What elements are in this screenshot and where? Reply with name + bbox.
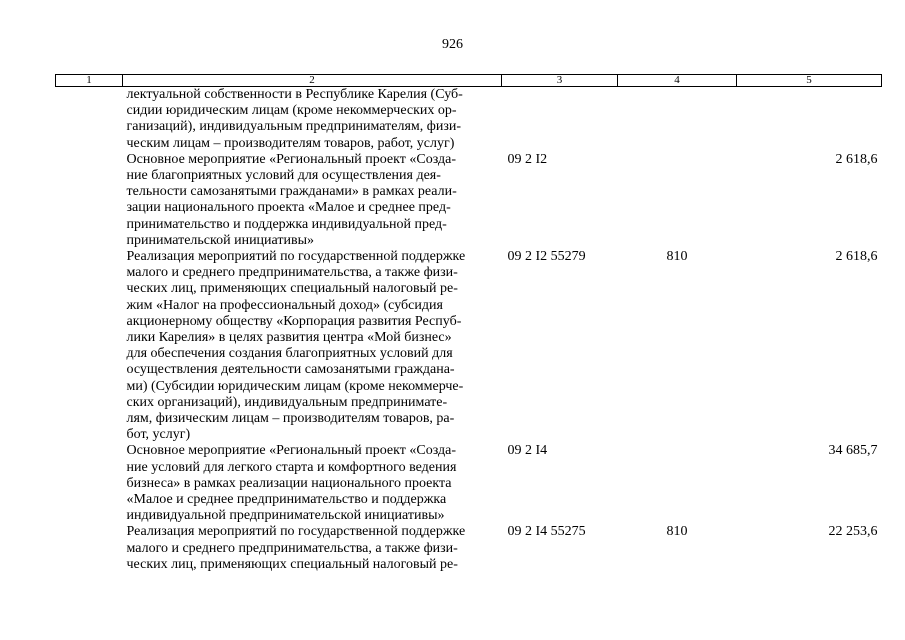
- description-line: бот, услуг): [126, 427, 191, 443]
- cell-number: [56, 443, 123, 524]
- table-header: [56, 75, 882, 87]
- description-line: сидии юридическим лицам (кроме некоммерческих ор-: [126, 103, 457, 119]
- page-number: 926: [442, 37, 463, 52]
- cell-code: 09 2 I4 55275: [507, 524, 586, 540]
- cell-number: [56, 249, 123, 443]
- description-line: малого и среднего предпринимательства, а также физи-: [126, 265, 458, 281]
- table-row: [56, 249, 882, 443]
- table-row: [56, 524, 882, 573]
- cell-type: [618, 152, 737, 249]
- table-body: [56, 87, 882, 574]
- description-line: жим «Налог на профессиональный доход» (субсидия: [126, 297, 443, 313]
- table-row: [56, 152, 882, 249]
- description-line: ганизаций), индивидуальным предпринимателям, физи-: [126, 119, 462, 135]
- cell-type: 810: [666, 524, 688, 540]
- cell-number: [56, 152, 123, 249]
- cell-code: 09 2 I2: [507, 151, 548, 167]
- description-line: ние благоприятных условий для осуществления дея-: [126, 168, 441, 184]
- description-line: тельности самозанятыми гражданами» в рамках реали-: [126, 184, 457, 200]
- description-line: лики Карелия» в целях развития центра «Мой бизнес»: [126, 330, 452, 346]
- description-line: лектуальной собственности в Республике Карелия (Суб-: [126, 87, 463, 102]
- description-line: «Малое и среднее предпринимательство и поддержка: [126, 492, 447, 508]
- cell-description: [123, 524, 502, 573]
- table-row: [56, 87, 882, 152]
- description-line: ческих лиц, применяющих специальный налоговый ре-: [126, 281, 458, 297]
- cell-amount: 2 618,6: [835, 249, 878, 265]
- description-line: ских организаций), индивидуальным предпринимате-: [126, 394, 448, 410]
- description-line: ческих лиц, применяющих специальный налоговый ре-: [126, 556, 458, 572]
- description-line: зации национального проекта «Малое и среднее пред-: [126, 200, 451, 216]
- cell-type: 810: [666, 249, 688, 265]
- budget-table: [55, 74, 882, 573]
- description-line: осуществления деятельности самозанятыми граждана-: [126, 362, 455, 378]
- description-line: акционерному обществу «Корпорация развития Респуб-: [126, 313, 462, 329]
- description-line: бизнеса» в рамках реализации национального проекта: [126, 475, 452, 491]
- header-col-3: 3: [502, 75, 618, 87]
- cell-number: [56, 524, 123, 573]
- cell-code: 09 2 I4: [507, 443, 548, 459]
- cell-code: 09 2 I2 55279: [507, 249, 586, 265]
- description-line: ческим лицам – производителям товаров, работ, услуг): [126, 135, 455, 151]
- table-row: [56, 443, 882, 524]
- cell-type: [618, 443, 737, 524]
- cell-amount: 2 618,6: [835, 151, 878, 167]
- cell-description: [123, 443, 502, 524]
- cell-type: [618, 87, 737, 152]
- description-line: индивидуальной предпринимательской инициативы»: [126, 508, 445, 524]
- description-line: для обеспечения создания благоприятных условий для: [126, 346, 453, 362]
- cell-amount: 34 685,7: [828, 443, 878, 459]
- description-line: малого и среднего предпринимательства, а также физи-: [126, 540, 458, 556]
- header-row: [56, 75, 882, 87]
- header-col-4: 4: [618, 75, 737, 87]
- cell-amount: [737, 87, 882, 152]
- cell-description: [123, 152, 502, 249]
- description-line: Реализация мероприятий по государственной поддержке: [126, 524, 466, 540]
- description-line: ние условий для легкого старта и комфортного ведения: [126, 459, 457, 475]
- cell-code: [502, 87, 618, 152]
- header-col-2: 2: [123, 75, 502, 87]
- cell-amount: 22 253,6: [828, 524, 878, 540]
- header-col-1: 1: [56, 75, 123, 87]
- header-col-5: 5: [737, 75, 882, 87]
- description-line: Основное мероприятие «Региональный проект «Созда-: [126, 151, 456, 167]
- description-line: Основное мероприятие «Региональный проект «Созда-: [126, 443, 456, 459]
- description-line: принимательской инициативы»: [126, 232, 315, 248]
- description-line: лям, физическим лицам – производителям товаров, ра-: [126, 411, 455, 427]
- description-line: ми) (Субсидии юридическим лицам (кроме некоммерче-: [126, 378, 464, 394]
- description-line: Реализация мероприятий по государственной поддержке: [126, 249, 466, 265]
- cell-description: [123, 87, 502, 152]
- cell-description: [123, 249, 502, 443]
- cell-number: [56, 87, 123, 152]
- description-line: принимательство и поддержка индивидуальной пред-: [126, 216, 447, 232]
